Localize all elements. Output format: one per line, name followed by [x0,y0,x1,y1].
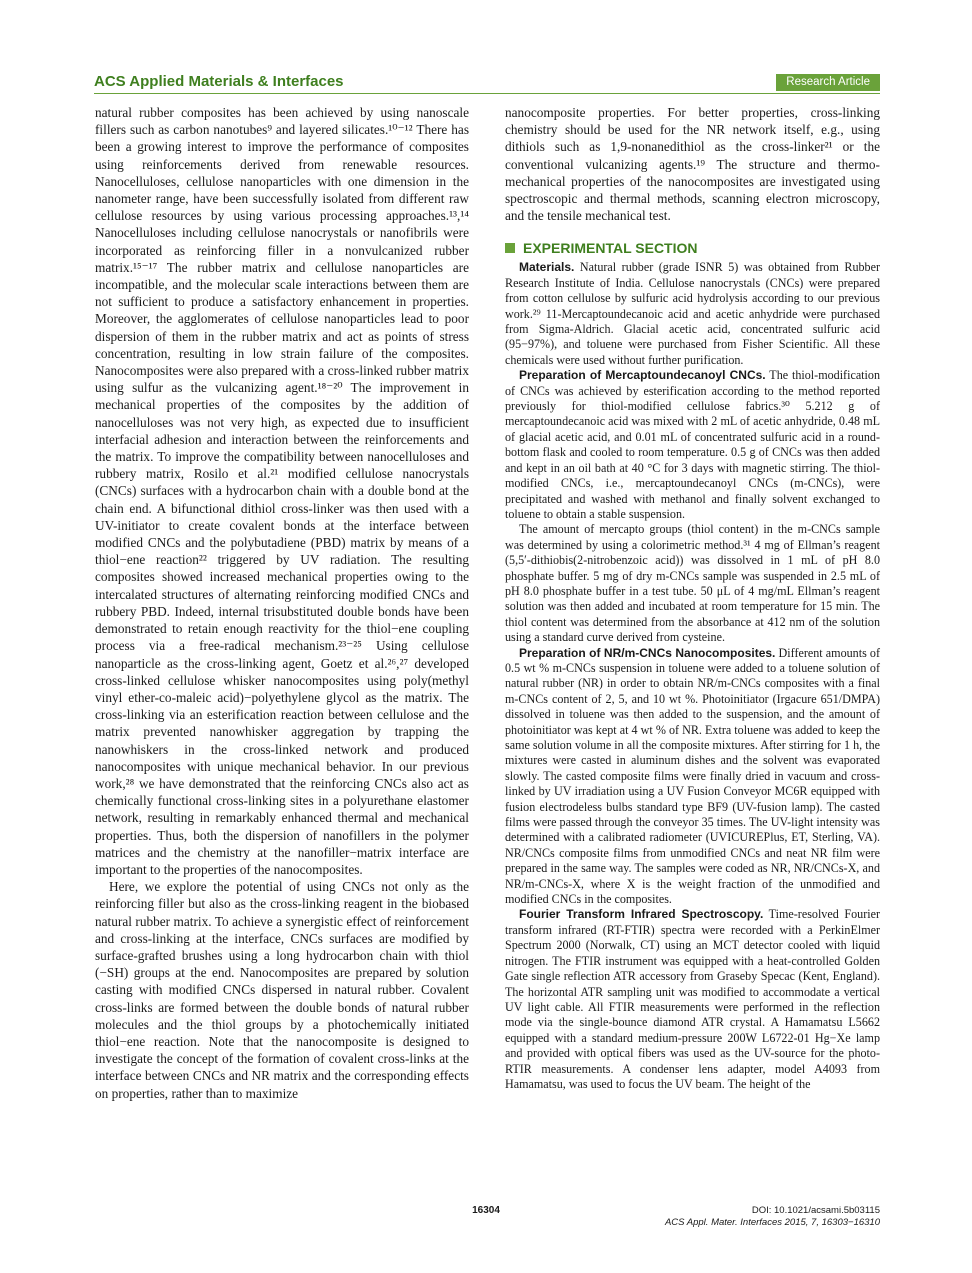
paragraph-text: Different amounts of 0.5 wt % m-CNCs suspension in toluene were added to a toluene solution of natural rubber (NR) in order to obtain NR/m-CNCs composites with a final m-CNCs content of 2, 5, and 10 wt %. Photoinitiator (Irgacure 651/DMPA) dissolved in toluene was then added to the suspension, and the amount of photoinitiator was kept at 4 wt % of NR. Extra toluene was added to keep the same solution volume in all the composite mixtures. After stirring for 1 h, the mixtures were casted in aluminum dishes and the solvent was evaporated slowly. The casted composite films were finally dried in vacuum and cross-linked by UV irradiation using a UV Fusion Conveyor MC6R equipped with fusion electrodeless bulbs standard type BF9 (UV-fusion lamp). The casted films were passed through the conveyor 35 times. The UV-light intensity was determined with a calibrated radiometer (UVICUREPlus, ET, Sterling, VA). NR/CNCs composite films from unmodified CNCs and neat NR film were prepared in the same way. The samples were coded as NR, NR/CNCs-X, and NR/m-CNCs-X, where X is the weight fraction of the unmodified and modified CNCs in the composites. [505,645,880,907]
run-in-heading: Materials. [519,260,575,275]
journal-name: ACS Applied Materials & Interfaces [94,73,344,90]
body-paragraph [505,260,880,368]
paragraph-text: The thiol-modification of CNCs was achieved by esterification according to the method reported previously for thiol-modified cellulose fabrics.³⁰ 5.212 g of mercaptoundecanoic acid was mixed with 2 mL of acetic anhydride, 0.48 mL of glacial acetic acid, and 0.01 mL of concentrated sulfuric acid in a round-bottom flask and cooled to room temperature. 0.5 g of CNCs was then added and kept in an oil bath at 40 °C for 3 days with magnetic stirring. The thiol-modified CNCs, i.e., mercaptoundecanoyl CNCs (m-CNCs), were precipitated and washed with methanol and finally solvent exchanged to toluene to obtain a stable suspension. [505,368,880,521]
footer-citation [665,1205,880,1229]
run-in-heading: Preparation of NR/m-CNCs Nanocomposites. [519,645,776,660]
left-column [95,104,469,1102]
run-in-heading: Preparation of Mercaptoundecanoyl CNCs. [519,368,766,383]
section-heading-text: EXPERIMENTAL SECTION [523,240,698,257]
right-column [505,104,880,1092]
article-type-badge: Research Article [776,74,880,91]
body-paragraph: nanocomposite properties. For better properties, cross-linking chemistry should be used for the NR network itself, e.g., using dithiols such as 1,9-nonanedithiol as the cross-linker²¹ or the conventional vulcanizing agents.¹⁹ The structure and thermo-mechanical properties of the nanocomposites are investigated using spectroscopic and thermal methods, scanning electron microscopy, and the tensile mechanical test. [505,105,880,224]
page-number: 16304 [472,1205,500,1216]
body-paragraph [505,368,880,522]
paragraph-text: Natural rubber (grade ISNR 5) was obtained from Rubber Research Institute of India. Cellulose nanocrystals (CNCs) were prepared from cotton cellulose by sulfuric acid hydrolysis according to our previous work.²⁹ 11-Mercaptoundecanoic acid and acetic anhydride were purchased from Sigma-Aldrich. Glacial acetic acid, concentrated sulfuric acid (95−97%), and toluene were purchased from Fisher Scientific. All these chemicals were used without further purification. [505,260,880,367]
section-heading [505,240,880,256]
section-marker-icon [505,243,515,253]
journal-citation: ACS Appl. Mater. Interfaces 2015, 7, 16303−16310 [664,1217,880,1228]
run-in-heading: Fourier Transform Infrared Spectroscopy. [519,907,764,922]
body-paragraph: natural rubber composites has been achieved by using nanoscale fillers such as carbon nanotubes⁹ and layered silicates.¹⁰⁻¹² There has been a growing interest to improve the performance of composites using reinforcements derived from renewable resources. Nanocelluloses, cellulose nanoparticles with one dimension in the nanometer range, have been successfully isolated from different raw cellulose resources by using various processing approaches.¹³,¹⁴ Nanocelluloses including cellulose nanocrystals or nanofibrils were incorporated as reinforcing filler in a nonvulcanized rubber matrix.¹⁵⁻¹⁷ The rubber matrix and cellulose nanoparticles are incompatible, and the molecular scale interactions between them are not sufficient to produce a satisfactory enhancement in properties. Moreover, the agglomerates of cellulose nanoparticles lead to poor dispersion of them in the rubber matrix and act as points of stress concentration, resulting in low strain failure of the composites. Nanocomposites were also prepared with a cross-linked rubber matrix using sulfur as the vulcanizing agent.¹⁸⁻²⁰ The improvement in mechanical properties of the composites by the addition of nanocelluloses was not very high, as expected due to insufficient interfacial adhesion and interaction between the reinforcements and the matrix. To improve the compatibility between nanocelluloses and rubbery matrix, Rosilo et al.²¹ modified cellulose nanocrystals (CNCs) surfaces with a hydrocarbon chain with a double bond at the chain end. A bifunctional dithiol cross-linker was then used with a UV-initiator to create covalent bonds at the interface between modified CNCs and the polybutadiene (PBD) matrix by means of a thiol−ene reaction²² triggered by UV radiation. The resulting composites showed increased mechanical properties owing to the intercalated structures of alternating reinforcing modified CNCs and rubbery PBD. Indeed, internal trisubstituted double bonds have been demonstrated to retain enough reactivity for the thiol−ene coupling process via a free-radical mechanism.²³⁻²⁵ Using cellulose nanoparticle as the cross-linking agent, Goetz et al.²⁶,²⁷ developed cross-linked cellulose whisker nanocomposites using poly(methyl vinyl ether-co-maleic acid)−polyethylene glycol as the matrix. The cross-linking via an esterification reaction between cellulose and the matrix prevented nanowhisker aggregation by trapping the nanowhiskers in the cross-linked network and produced nanocomposites with unique mechanical behavior. In our previous work,²⁸ we have demonstrated that the reinforcing CNCs also act as chemically functional cross-linking sites in a polyurethane elastomer network, resulting in remarkably enhanced thermal and mechanical properties. Thus, both the dispersion of nanofillers in the polymer matrices and the chemistry at the nanofiller−matrix interface are important to the properties of the nanocomposites. [95,105,469,877]
doi-link[interactable]: DOI: 10.1021/acsami.5b03115 [751,1205,880,1216]
body-paragraph [505,907,880,1092]
body-paragraph [505,646,880,908]
body-paragraph: Here, we explore the potential of using CNCs not only as the reinforcing filler but also as the cross-linking reagent in the biobased natural rubber matrix. To achieve a synergistic effect of reinforcement and cross-linking at the interface, CNCs surfaces are modified by surface-grafted brushes using a long hydrocarbon chain with thiol (−SH) groups at the end. Nanocomposites are prepared by solution casting with modified CNCs dispersed in natural rubber. Covalent cross-links are formed between the double bonds of natural rubber molecules and the thiol groups by a photochemically initiated thiol−ene reaction. Note that the nanocomposite is designed to investigate the concept of the formation of covalent cross-links at the interface between CNCs and NR matrix and the corresponding effects on properties, rather than to maximize [95,879,469,1101]
body-paragraph [505,522,880,645]
paragraph-text: Time-resolved Fourier transform infrared (RT-FTIR) spectra were recorded with a PerkinElmer Spectrum 2000 (Norwalk, CT) using an MCT detector cooled with liquid nitrogen. The FTIR instrument was equipped with a heat-controlled Golden Gate single reflection ATR accessory from Graseby Specac (Kent, England). The horizontal ATR sampling unit was modified to accommodate a vertical UV light cable. All FTIR measurements were performed in the reflection mode via the single-bounce diamond ATR crystal. A Hamamatsu L5662 equipped with a standard medium-pressure 200W L6722-01 Hg−Xe lamp and provided with optical fibers was used as the UV-source for the photo-RTIR measurements. A condenser lens adapter, model A4093 from Hamamatsu, was used to focus the UV beam. The height of the [505,907,880,1091]
running-header [94,73,880,94]
paragraph-text: The amount of mercapto groups (thiol content) in the m-CNCs sample was determined by using a colorimetric method.³¹ 4 mg of Ellman’s reagent (5,5′-dithiobis(2-nitrobenzoic acid)) was dissolved in 1 mL of pH 8.0 phosphate buffer. 5 mg of dry m-CNCs sample was suspended in 2.5 mL of pH 8.0 phosphate buffer in a test tube. 50 μL of 4 mg/mL Ellman’s reagent solution was then added and incubated at room temperature for 15 min. The thiol content was determined from the absorbance at 412 nm of the solution using a standard curve derived from cysteine. [505,522,880,645]
